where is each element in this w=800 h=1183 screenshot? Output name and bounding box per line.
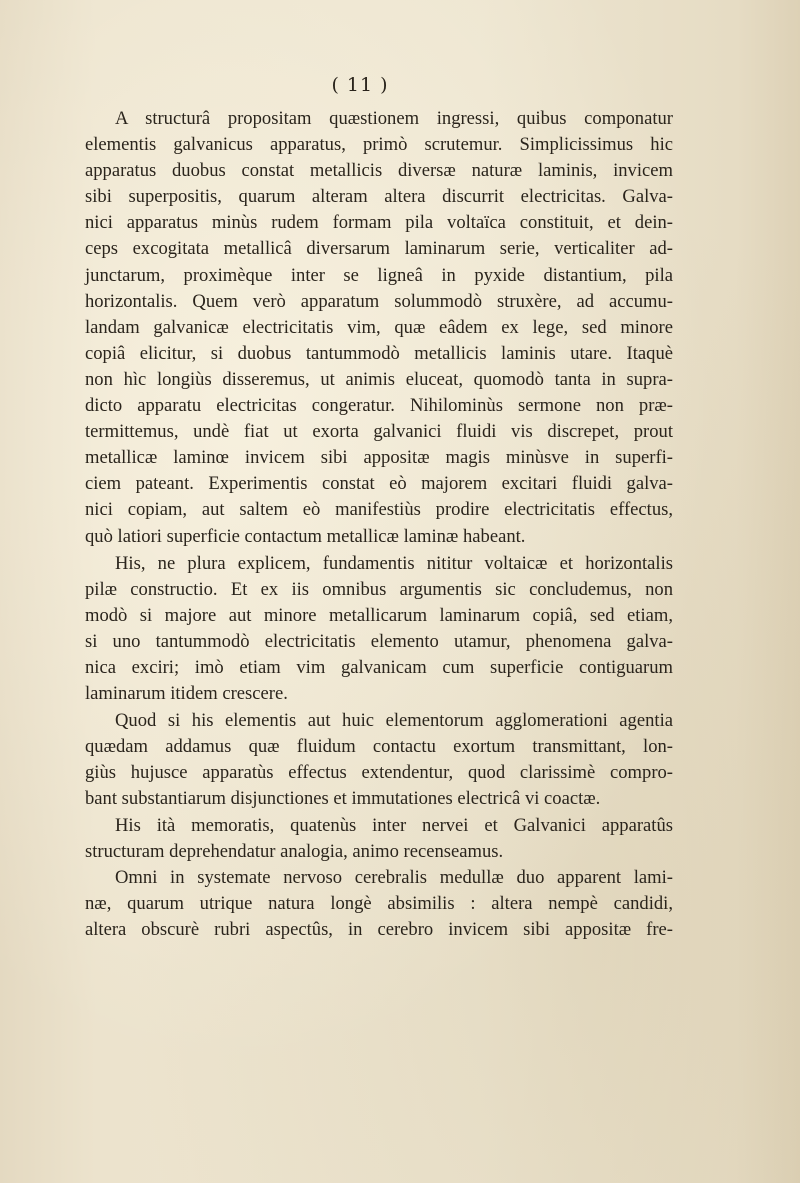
text-line: A structurâ propositam quæstionem ingressi, quibus componatur: [115, 108, 673, 129]
text-line: si uno tantummodò electricitatis elemento utamur, phenomena galva-: [85, 630, 673, 652]
text-line: landam galvanicæ electricitatis vim, quæ eâdem ex lege, sed minore: [85, 316, 673, 338]
body-text: [85, 106, 673, 943]
text-line: quædam addamus quæ fluidum contactu exortum transmittant, lon-: [85, 736, 673, 758]
text-line: copiâ elicitur, si duobus tantummodò metallicis laminis utare. Itaquè: [85, 342, 673, 364]
text-line: ceps excogitata metallicâ diversarum laminarum serie, verticaliter ad-: [85, 238, 673, 260]
text-line: apparatus duobus constat metallicis diversæ naturæ laminis, invicem: [85, 160, 673, 182]
text-line: modò si majore aut minore metallicarum laminarum copiâ, sed etiam,: [85, 604, 673, 626]
text-line: Quod si his elementis aut huic elementorum agglomerationi agentia: [115, 710, 673, 732]
text-line: giùs hujusce apparatùs effectus extendentur, quod clarissimè compro-: [85, 762, 673, 784]
text-line: metallicæ laminœ invicem sibi appositæ magis minùsve in superfi-: [85, 447, 673, 469]
text-line: altera obscurè rubri aspectûs, in cerebro invicem sibi appositæ fre-: [85, 918, 673, 940]
text-line: His ità memoratis, quatenùs inter nervei et Galvanici apparatûs: [115, 814, 673, 836]
text-line: pilæ constructio. Et ex iis omnibus argumentis sic concludemus, non: [85, 578, 673, 600]
text-line: His, ne plura explicem, fundamentis nititur voltaicæ et horizontalis: [115, 552, 673, 574]
text-line: ciem pateant. Experimentis constat eò majorem excitari fluidi galva-: [85, 473, 673, 495]
text-line: bant substantiarum disjunctiones et immutationes electricâ vi coactæ.: [85, 788, 601, 810]
text-line: junctarum, proximèque inter se ligneâ in pyxide distantium, pila: [85, 264, 673, 286]
text-line: dicto apparatu electricitas congeratur. Nihilominùs sermone non præ-: [85, 395, 673, 417]
text-line: laminarum itidem crescere.: [85, 683, 288, 705]
text-line: nici copiam, aut saltem eò manifestiùs prodire electricitatis effectus,: [85, 499, 673, 521]
text-line: quò latiori superficie contactum metallicæ laminæ habeant.: [85, 525, 526, 547]
text-line: sibi superpositis, quarum alteram altera discurrit electricitas. Galva-: [85, 186, 673, 208]
text-line: horizontalis. Quem verò apparatum solummodò struxère, ad accumu-: [85, 290, 673, 312]
page-number: ( 11 ): [331, 74, 389, 96]
text-line: termittemus, undè fiat ut exorta galvanici fluidi vis discrepet, prout: [85, 421, 673, 443]
text-line: Omni in systemate nervoso cerebralis medullæ duo apparent lami-: [115, 866, 673, 888]
text-line: nica exciri; imò etiam vim galvanicam cum superficie contiguarum: [85, 656, 673, 678]
text-line: structuram deprehendatur analogia, animo recenseamus.: [85, 840, 504, 862]
text-line: nici apparatus minùs rudem formam pila voltaïca constituit, et dein-: [85, 212, 673, 234]
text-line: næ, quarum utrique natura longè absimilis : altera nempè candidi,: [85, 892, 673, 914]
text-line: non hìc longiùs disseremus, ut animis eluceat, quomodò tanta in supra-: [85, 368, 673, 390]
text-line: elementis galvanicus apparatus, primò scrutemur. Simplicissimus hic: [85, 134, 673, 156]
